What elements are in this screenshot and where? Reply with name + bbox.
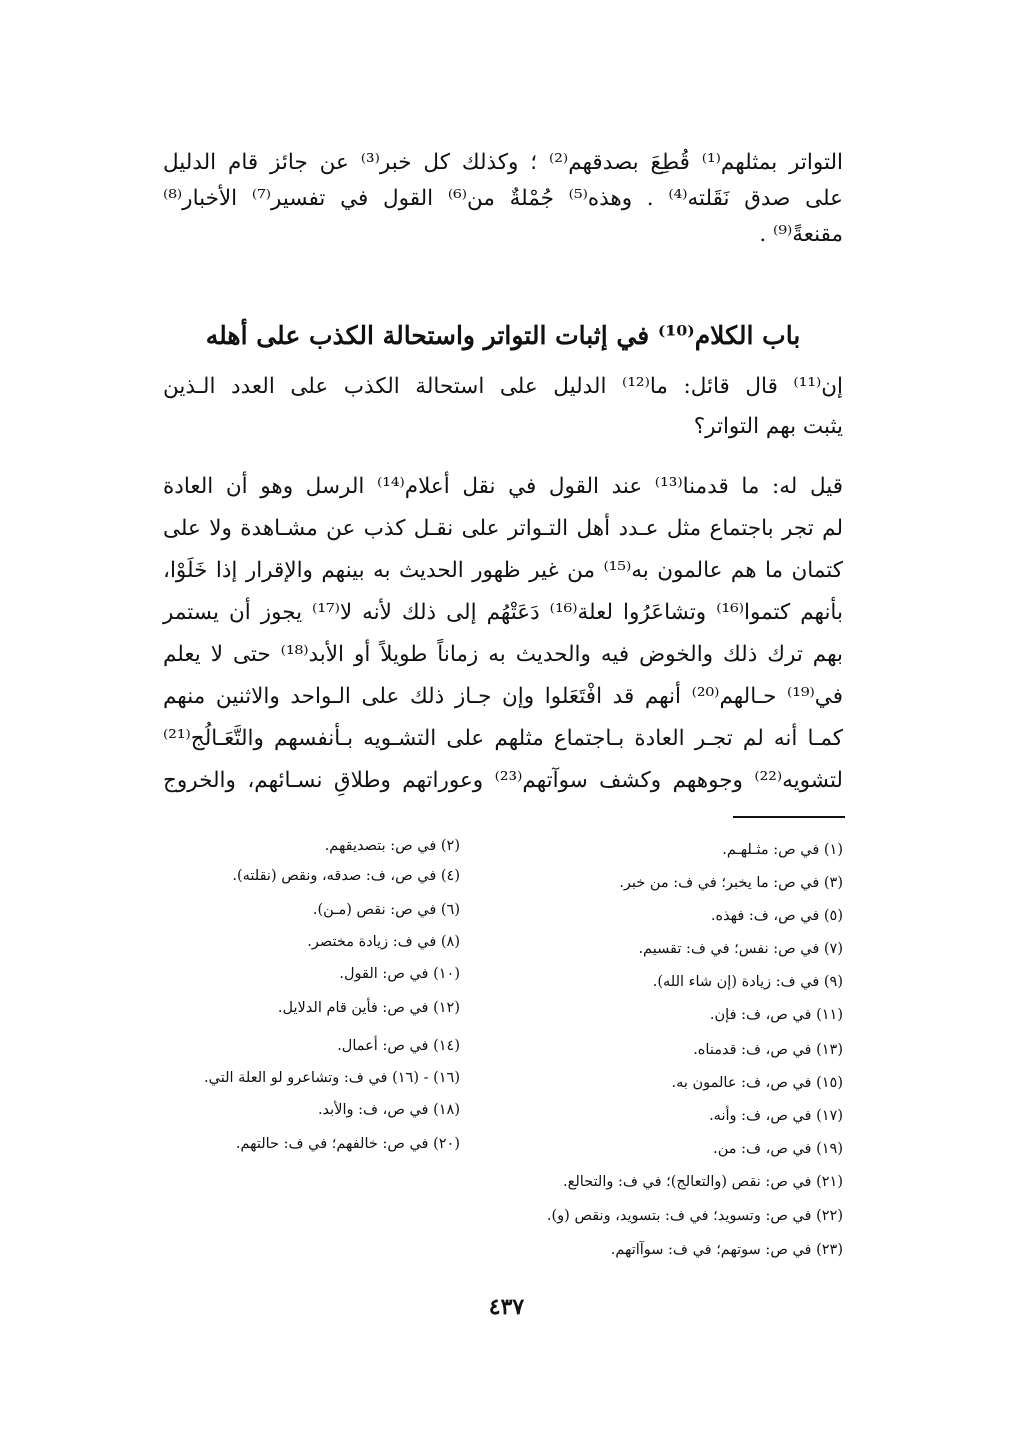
footnote: (١٥) في ص، ف: عالمون به. (671, 1075, 843, 1091)
footnote: (٢٣) في ص: سوتهم؛ في ف: سوآاتهم. (610, 1242, 843, 1258)
question-line: إن⁽¹¹⁾ قال قائل: ما⁽¹²⁾ الدليل على استحالة الكذب على العدد الـذين (163, 374, 844, 399)
footnote: (١٦) - (١٦) في ف: وتشاعرو لو العلة التي. (204, 1070, 460, 1086)
footnote: (٣) في ص: ما يخبر؛ في ف: من خبر. (619, 875, 843, 891)
answer-line: بهم ترك ذلك والخوض فيه والحديث به زماناً طويلاً أو الأبد⁽¹⁸⁾ حتى لا يعلم (163, 642, 843, 667)
footnote-separator (733, 816, 845, 818)
page-number: ٤٣٧ (488, 1294, 525, 1320)
question-line: يثبت بهم التواتر؟ (693, 414, 843, 439)
chapter-heading: باب الكلام⁽¹⁰⁾ في إثبات التواتر واستحالة الكذب على أهله (205, 321, 801, 350)
footnote: (١١) في ص، ف: فإن. (709, 1007, 843, 1023)
footnote: (٦) في ص: نقص (مـن). (312, 902, 460, 918)
intro-line: التواتر بمثلهم⁽¹⁾ قُطِعَ بصدقهم⁽²⁾ ؛ وكذلك كل خبر⁽³⁾ عن جائز قام الدليل (163, 150, 844, 175)
footnote: (١٤) في ص: أعمال. (337, 1038, 460, 1054)
footnote: (١) في ص: مثـلهـم. (722, 842, 843, 858)
answer-line: قيل له: ما قدمنا⁽¹³⁾ عند القول في نقل أعلام⁽¹⁴⁾ الرسل وهو أن العادة (163, 474, 843, 499)
answer-line: لم تجر باجتماع مثل عـدد أهل التـواتر على نقـل كذب عن مشـاهدة ولا على (163, 516, 843, 541)
footnote: (٧) في ص: نفس؛ في ف: تقسيم. (638, 941, 843, 957)
footnote: (١٢) في ص: فأين قام الدلايل. (277, 1000, 460, 1016)
footnote: (١٠) في ص: القول. (339, 966, 460, 982)
answer-line: كمـا أنه لم تجـر العادة بـاجتماع مثلهم على التشـويه بـأنفسهم والتَّعَـالُج⁽²¹⁾ (163, 726, 843, 751)
footnote: (٢) في ص: بتصديقهم. (324, 838, 460, 854)
footnote: (٢٠) في ص: خالفهم؛ في ف: حالتهم. (235, 1136, 460, 1152)
footnote: (٢٢) في ص: وتسويد؛ في ف: بتسويد، ونقص (و). (546, 1208, 843, 1224)
intro-line: مقنعةً⁽⁹⁾ . (759, 222, 843, 247)
footnote: (٩) في ف: زيادة (إن شاء الله). (652, 974, 843, 990)
footnote: (١٧) في ص، ف: وأنه. (709, 1108, 843, 1124)
answer-line: لتشويه⁽²²⁾ وجوههم وكشف سوآتهم⁽²³⁾ وعوراتهم وطلاقِ نسـائهم، والخروج (163, 768, 843, 793)
intro-line: على صدق نَقَلته⁽⁴⁾ . وهذه⁽⁵⁾ جُمْلةٌ من⁽⁶⁾ القول في تفسير⁽⁷⁾ الأخبار⁽⁸⁾ (163, 186, 844, 211)
answer-line: كتمان ما هم عالمون به⁽¹⁵⁾ من غير ظهور الحديث به بينهم والإقرار إذا خَلَوْا، (163, 558, 844, 583)
footnote: (١٣) في ص، ف: قدمناه. (693, 1042, 843, 1058)
footnote: (١٩) في ص، ف: من. (713, 1141, 843, 1157)
footnote: (١٨) في ص، ف: والأبد. (317, 1102, 460, 1118)
footnote: (٨) في ف: زيادة مختصر. (307, 934, 460, 950)
answer-line: بأنهم كتموا⁽¹⁶⁾ وتشاعَرُوا لعلة⁽¹⁶⁾ دَعَتْهُم إلى ذلك لأنه لا⁽¹⁷⁾ يجوز أن يستمر (163, 600, 843, 625)
answer-line: في⁽¹⁹⁾ حـالهم⁽²⁰⁾ أنهم قد افْتَعَلوا وإن جـاز ذلك على الـواحد والاثنين منهم (163, 684, 843, 709)
footnote: (٢١) في ص: نقص (والتعالج)؛ في ف: والتحالع. (563, 1174, 843, 1190)
footnote: (٤) في ص، ف: صدقه، ونقص (نقلته). (232, 868, 460, 884)
footnote: (٥) في ص، ف: فهذه. (710, 908, 843, 924)
